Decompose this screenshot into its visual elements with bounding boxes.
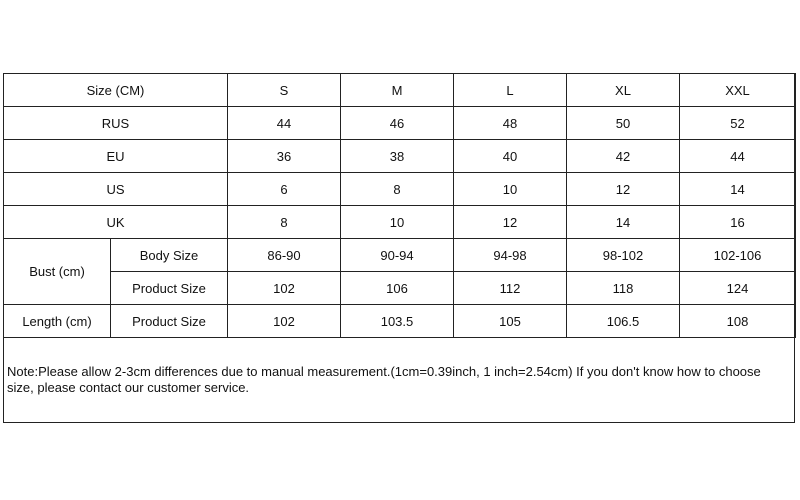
us-row [4,173,796,206]
size-header-s: S [228,74,341,107]
size-header-l: L [454,74,567,107]
bust-product-size-value: 112 [454,272,567,305]
size-header-xxl: XXL [680,74,796,107]
length-label: Length (cm) [4,305,111,338]
rus-value: 48 [454,107,567,140]
bust-product-size-value: 106 [341,272,454,305]
size-chart [3,73,795,423]
bust-body-size-row [4,239,796,272]
eu-value: 42 [567,140,680,173]
bust-product-size-value: 124 [680,272,796,305]
uk-label: UK [4,206,228,239]
product-size-label: Product Size [111,305,228,338]
eu-value: 40 [454,140,567,173]
eu-row [4,140,796,173]
us-value: 14 [680,173,796,206]
size-header-xl: XL [567,74,680,107]
bust-product-size-row [4,272,796,305]
length-product-size-value: 102 [228,305,341,338]
us-value: 12 [567,173,680,206]
length-product-size-value: 103.5 [341,305,454,338]
eu-label: EU [4,140,228,173]
measurement-note: Note:Please allow 2-3cm differences due to manual measurement.(1cm=0.39inch, 1 inch=2.54cm) If you don't know how to choose size, please contact our customer service. [7,364,761,395]
bust-body-size-value: 102-106 [680,239,796,272]
rus-row [4,107,796,140]
bust-label: Bust (cm) [4,239,111,305]
rus-value: 44 [228,107,341,140]
eu-value: 44 [680,140,796,173]
uk-value: 16 [680,206,796,239]
bust-body-size-value: 86-90 [228,239,341,272]
body-size-label: Body Size [111,239,228,272]
eu-value: 36 [228,140,341,173]
length-row [4,305,796,338]
us-value: 8 [341,173,454,206]
bust-body-size-value: 90-94 [341,239,454,272]
rus-value: 52 [680,107,796,140]
length-product-size-value: 106.5 [567,305,680,338]
header-row [4,74,796,107]
bust-body-size-value: 94-98 [454,239,567,272]
uk-value: 12 [454,206,567,239]
size-table [3,73,796,338]
bust-product-size-value: 118 [567,272,680,305]
size-header-m: M [341,74,454,107]
product-size-label: Product Size [111,272,228,305]
eu-value: 38 [341,140,454,173]
uk-row [4,206,796,239]
rus-value: 50 [567,107,680,140]
bust-body-size-value: 98-102 [567,239,680,272]
uk-value: 14 [567,206,680,239]
length-product-size-value: 108 [680,305,796,338]
rus-label: RUS [4,107,228,140]
uk-value: 8 [228,206,341,239]
bust-product-size-value: 102 [228,272,341,305]
us-value: 10 [454,173,567,206]
size-cm-header: Size (CM) [4,74,228,107]
length-product-size-value: 105 [454,305,567,338]
us-label: US [4,173,228,206]
us-value: 6 [228,173,341,206]
uk-value: 10 [341,206,454,239]
rus-value: 46 [341,107,454,140]
